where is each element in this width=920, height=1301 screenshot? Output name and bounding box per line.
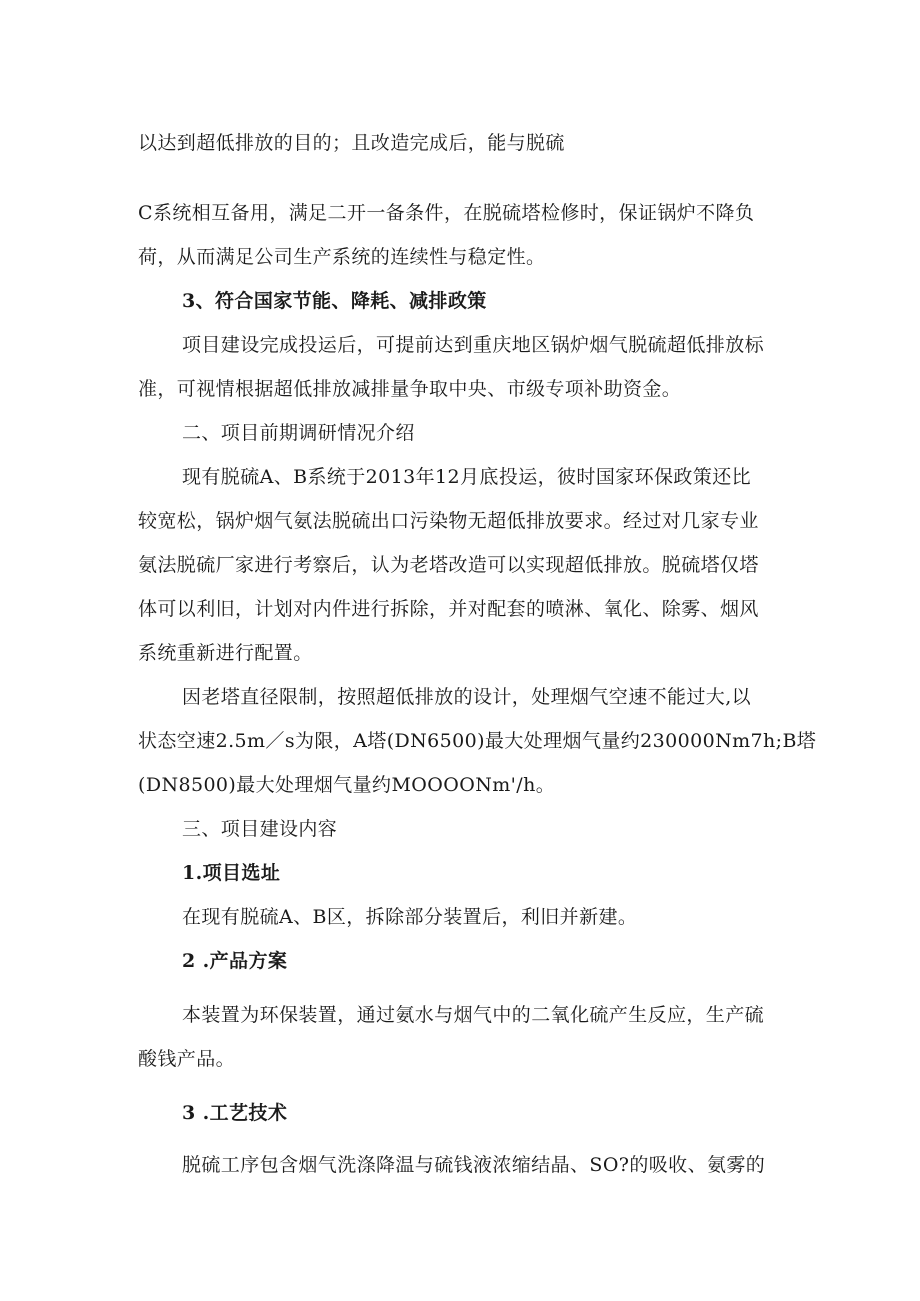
paragraph-line: 系统重新进行配置。	[138, 642, 313, 664]
paragraph-line: 现有脱硫A、B系统于2013年12月底投运，彼时国家环保政策还比	[182, 466, 752, 488]
paragraph-line: 氨法脱硫厂家进行考察后，认为老塔改造可以实现超低排放。脱硫塔仅塔	[138, 554, 759, 576]
paragraph-line: 项目建设完成投运后，可提前达到重庆地区锅炉烟气脱硫超低排放标	[182, 334, 765, 356]
paragraph-line: (DN8500)最大处理烟气量约MOOOONm'/h。	[138, 774, 556, 796]
paragraph-line: 荷，从而满足公司生产系统的连续性与稳定性。	[138, 246, 546, 268]
paragraph-line: 本装置为环保装置，通过氨水与烟气中的二氧化硫产生反应，生产硫	[182, 1004, 765, 1026]
subsection-heading: 2 .产品方案	[182, 950, 288, 972]
paragraph-line: 酸钱产品。	[138, 1048, 236, 1070]
paragraph-line: 在现有脱硫A、B区，拆除部分装置后，利旧并新建。	[182, 906, 638, 928]
subsection-heading: 3 .工艺技术	[182, 1102, 288, 1124]
section-heading: 3、符合国家节能、降耗、减排政策	[182, 290, 487, 312]
paragraph-line: 体可以利旧，计划对内件进行拆除，并对配套的喷淋、氧化、除雾、烟风	[138, 598, 759, 620]
paragraph-line: 脱硫工序包含烟气洗涤降温与硫钱液浓缩结晶、SO?的吸收、氨雾的	[182, 1154, 766, 1176]
paragraph-line: 较宽松，锅炉烟气氨法脱硫出口污染物无超低排放要求。经过对几家专业	[138, 510, 759, 532]
paragraph-line: 以达到超低排放的目的；且改造完成后，能与脱硫	[138, 132, 565, 154]
paragraph-line: 状态空速2.5m／s为限，A塔(DN6500)最大处理烟气量约230000Nm7h;B塔	[138, 730, 817, 752]
section-heading: 二、项目前期调研情况介绍	[182, 422, 415, 444]
subsection-heading: 1.项目选址	[182, 862, 281, 884]
paragraph-line: 因老塔直径限制，按照超低排放的设计，处理烟气空速不能过大,以	[182, 686, 752, 708]
section-heading: 三、项目建设内容	[182, 818, 338, 840]
paragraph-line: C系统相互备用，满足二开一备条件，在脱硫塔检修时，保证锅炉不降负	[138, 202, 755, 224]
paragraph-line: 准，可视情根据超低排放减排量争取中央、市级专项补助资金。	[138, 378, 682, 400]
